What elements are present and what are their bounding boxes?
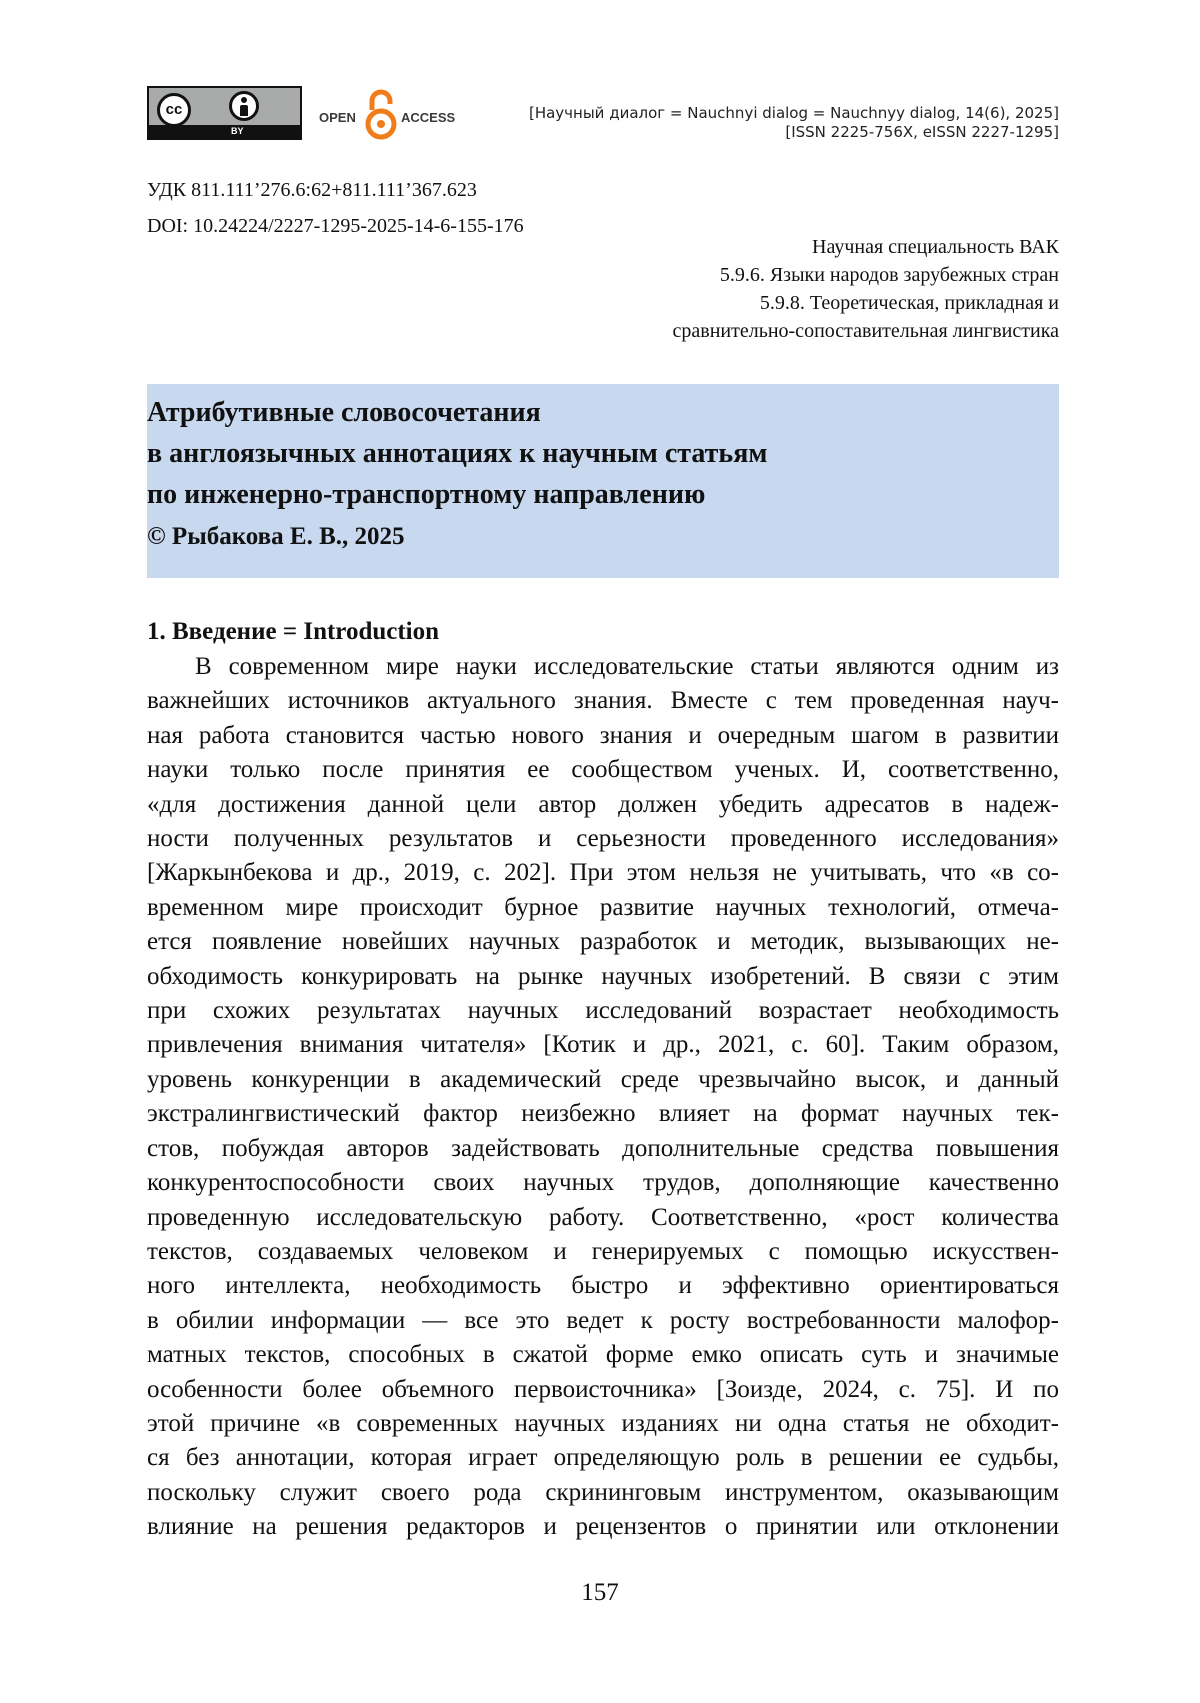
article-title-line: в англоязычных аннотациях к научным статьям bbox=[147, 438, 768, 469]
text-line: поскольку служит своего рода скрининговым инструментом, оказывающим bbox=[147, 1478, 1059, 1506]
page-number: 157 bbox=[581, 1579, 619, 1606]
doi: DOI: 10.24224/2227-1295-2025-14-6-155-176 bbox=[147, 215, 524, 237]
text-line: этой причине «в современных научных изданиях ни одна статья не обходит- bbox=[147, 1409, 1059, 1437]
person-icon bbox=[229, 91, 259, 121]
text-line: обходимость конкурировать на рынке научных изобретений. В связи с этим bbox=[147, 962, 1059, 990]
specialty-line: 5.9.6. Языки народов зарубежных стран bbox=[719, 264, 1059, 286]
body-paragraph bbox=[147, 650, 1059, 1545]
text-line: текстов, создаваемых человеком и генерируемых с помощью искусствен- bbox=[147, 1237, 1059, 1265]
page-header bbox=[147, 86, 1059, 142]
cc-icon bbox=[157, 93, 191, 127]
vak-specialty bbox=[673, 233, 1060, 345]
by-label: BY bbox=[231, 126, 244, 136]
article-title-line: Атрибутивные словосочетания bbox=[147, 397, 541, 428]
open-access-lock-icon bbox=[363, 88, 399, 140]
specialty-line: сравнительно-сопоставительная лингвистика bbox=[672, 320, 1059, 342]
text-line: науки только после принятия ее сообществом ученых. И, соответственно, bbox=[147, 756, 1059, 784]
text-line: [Жаркынбекова и др., 2019, с. 202]. При этом нельзя не учитывать, что «в со- bbox=[147, 859, 1059, 887]
author-copyright: © Рыбакова Е. В., 2025 bbox=[147, 523, 405, 550]
text-line: особенности более объемного первоисточника» [Зоизде, 2024, с. 75]. И по bbox=[147, 1375, 1059, 1403]
text-line: В современном мире науки исследовательские статьи являются одним из bbox=[195, 653, 1059, 680]
article-meta bbox=[147, 172, 524, 244]
journal-line-1: [Научный диалог = Nauchnyi dialog = Nauchnyy dialog, 14(6), 2025] bbox=[528, 104, 1059, 122]
udk-code: УДК 811.111’276.6:62+811.111’367.623 bbox=[147, 179, 477, 201]
text-line: проведенную исследовательскую работу. Соответственно, «рост количества bbox=[147, 1203, 1059, 1231]
specialty-line: 5.9.8. Теоретическая, прикладная и bbox=[759, 292, 1059, 314]
title-block bbox=[147, 384, 1059, 578]
text-line: ется появление новейших научных разработок и методик, вызывающих не- bbox=[147, 928, 1059, 956]
text-line: ного интеллекта, необходимость быстро и эффективно ориентироваться bbox=[147, 1272, 1059, 1300]
text-line: ности полученных результатов и серьезности проведенного исследования» bbox=[147, 825, 1059, 853]
text-line: уровень конкуренции в академический среде чрезвычайно высок, и данный bbox=[147, 1065, 1059, 1093]
specialty-line: Научная специальность ВАК bbox=[812, 236, 1059, 258]
access-label: ACCESS bbox=[401, 110, 456, 125]
article-title-line: по инженерно-транспортному направлению bbox=[147, 479, 706, 510]
text-line: стов, побуждая авторов задействовать дополнительные средства повышения bbox=[147, 1134, 1059, 1162]
cc-text: cc bbox=[165, 101, 183, 118]
text-line: в обилии информации — все это ведет к росту востребованности малофор- bbox=[147, 1306, 1059, 1334]
text-line: ная работа становится частью нового знания и очередным шагом в развитии bbox=[147, 721, 1059, 749]
text-line: временном мире происходит бурное развитие научных технологий, отмеча- bbox=[147, 893, 1059, 921]
text-line: привлечения внимания читателя» [Котик и др., 2021, с. 60]. Таким образом, bbox=[147, 1031, 1059, 1059]
journal-line-2: [ISSN 2225-756X, eISSN 2227-1295] bbox=[785, 123, 1059, 141]
text-line: конкурентоспособности своих научных трудов, дополняющие качественно bbox=[147, 1169, 1059, 1197]
text-line: при схожих результатах научных исследований возрастает необходимость bbox=[147, 997, 1059, 1025]
text-line: «для достижения данной цели автор должен убедить адресатов в надеж- bbox=[147, 790, 1059, 818]
text-line: влияние на решения редакторов и рецензентов о принятии или отклонении bbox=[147, 1513, 1059, 1541]
open-access-logo bbox=[319, 88, 479, 140]
cc-by-license-badge bbox=[147, 86, 302, 140]
journal-citation bbox=[529, 104, 1059, 142]
text-line: матных текстов, способных в сжатой форме емко описать суть и значимые bbox=[147, 1341, 1059, 1369]
text-line: важнейших источников актуального знания. Вместе с тем проведенная науч- bbox=[147, 687, 1059, 715]
text-line: ся без аннотации, которая играет определяющую роль в решении ее судьбы, bbox=[147, 1444, 1059, 1472]
text-line: экстралингвистический фактор неизбежно влияет на формат научных тек- bbox=[147, 1100, 1059, 1128]
open-label: OPEN bbox=[319, 110, 356, 125]
section-heading: 1. Введение = Introduction bbox=[147, 618, 440, 645]
